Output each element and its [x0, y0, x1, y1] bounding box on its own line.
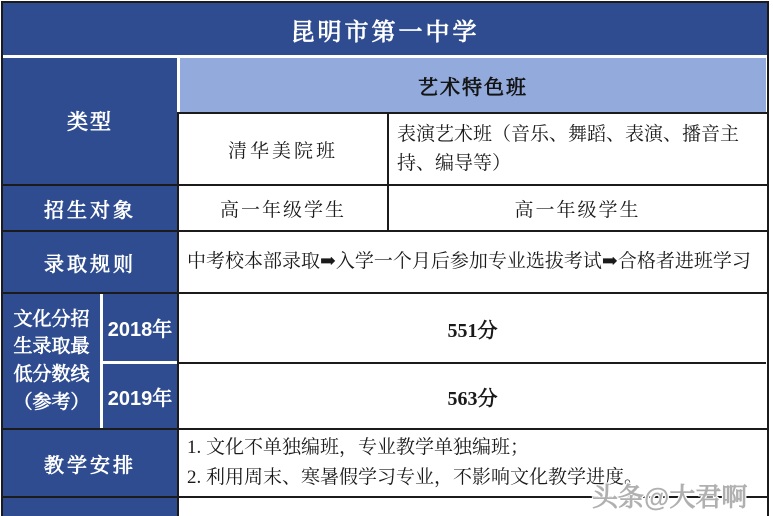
teaching-arrangement-line1: 1. 文化不单独编班，专业教学单独编班； [187, 436, 530, 458]
toutiao-watermark: 头条@大君啊 [592, 482, 748, 512]
partial-next-row-label-cell [3, 498, 177, 516]
admission-rule-text-cell: 中考校本部录取➡入学一个月后参加专业选拔考试➡合格者进班学习 [179, 232, 766, 292]
performance-art-class-cell: 表演艺术班（音乐、舞蹈、表演、播音主持、编导等） [389, 114, 766, 184]
enrollment-target-col1-cell: 高一年级学生 [179, 186, 387, 230]
culture-score-label-text: 文化分招生录取最低分数线（参考） [13, 308, 90, 413]
score-2019-cell: 563分 [179, 364, 766, 428]
admission-rule-label-cell: 录取规则 [3, 232, 177, 292]
year-2018-cell: 2018年 [103, 294, 177, 361]
enrollment-target-label-cell: 招生对象 [3, 186, 177, 230]
year-2019-cell: 2019年 [103, 364, 177, 428]
enrollment-target-col2-cell: 高一年级学生 [389, 186, 766, 230]
school-title: 昆明市第一中学 [3, 3, 767, 55]
table-outer-border-right [767, 1, 769, 516]
type-label-cell: 类型 [3, 58, 177, 184]
teaching-arrangement-line2: 2. 利用周末、寒暑假学习专业，不影响文化教学进度。 [187, 467, 644, 488]
teaching-arrangement-label-cell: 教学安排 [3, 430, 177, 496]
qinghua-academy-class-cell: 清华美院班 [179, 114, 387, 184]
score-2018-cell: 551分 [179, 294, 766, 362]
art-class-header-cell: 艺术特色班 [180, 58, 766, 112]
culture-score-label-cell [3, 294, 100, 428]
